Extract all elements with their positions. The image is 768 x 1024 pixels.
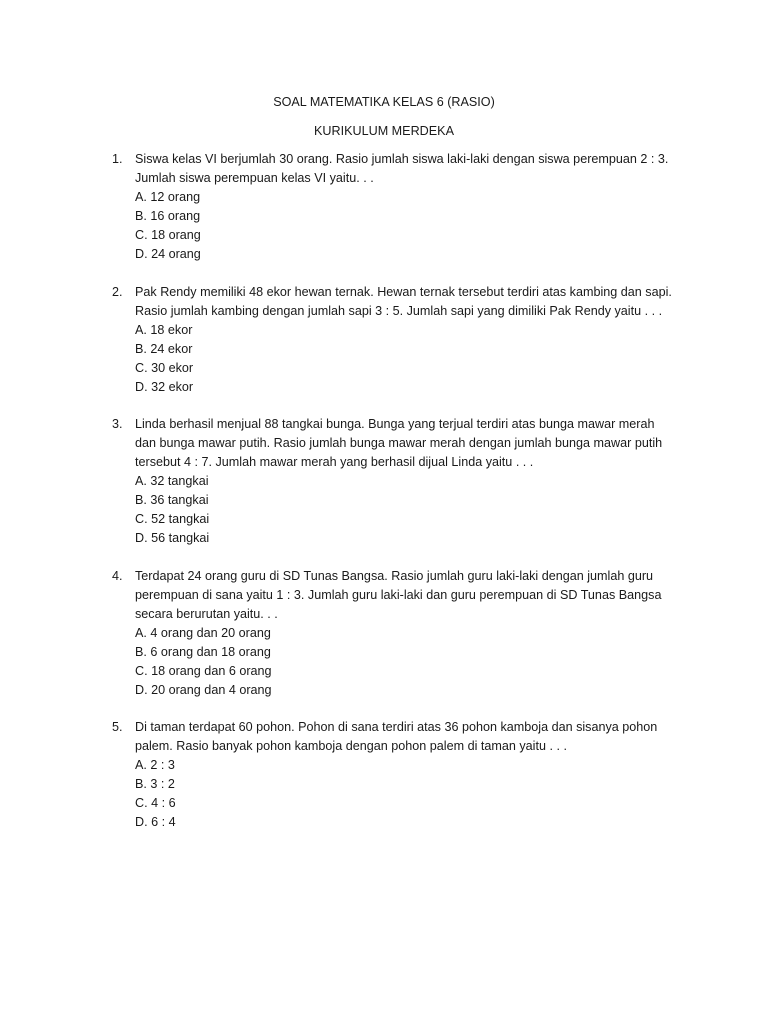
answer-options: [135, 321, 680, 397]
question-text: Di taman terdapat 60 pohon. Pohon di sana terdiri atas 36 pohon kamboja dan sisanya pohon palem. Rasio banyak pohon kamboja dengan pohon palem di taman yaitu . . .: [135, 720, 658, 753]
answer-option: C. 52 tangkai: [135, 512, 210, 526]
question-item: [0, 567, 768, 700]
answer-option: B. 24 ekor: [135, 341, 193, 356]
question-item: [0, 150, 768, 264]
question-number: 2.: [112, 284, 123, 299]
answer-option: A. 12 orang: [135, 190, 201, 204]
answer-option: A. 32 tangkai: [135, 474, 209, 488]
question-item: [0, 718, 768, 832]
answer-option: D. 20 orang dan 4 orang: [135, 682, 272, 697]
question-item: [0, 283, 768, 397]
answer-option: B. 3 : 2: [135, 777, 175, 791]
answer-option: D. 32 ekor: [135, 379, 194, 394]
answer-option: B. 6 orang dan 18 orang: [135, 644, 271, 659]
question-text: Linda berhasil menjual 88 tangkai bunga. Bunga yang terjual terdiri atas bunga mawar merah dan bunga mawar putih. Rasio jumlah bunga mawar merah dengan jumlah bunga mawar putih tersebut 4 : 7. Jumlah mawar merah yang berhasil dijual Linda yaitu . . .: [135, 417, 663, 469]
answer-options: [135, 472, 680, 548]
question-number: 4.: [112, 568, 123, 583]
answer-option: B. 36 tangkai: [135, 493, 209, 507]
answer-option: D. 56 tangkai: [135, 531, 210, 545]
answer-option: D. 24 orang: [135, 247, 201, 261]
answer-options: [135, 188, 680, 264]
answer-option: C. 4 : 6: [135, 796, 176, 810]
document-subtitle: KURIKULUM MERDEKA: [314, 124, 454, 138]
answer-option: C. 30 ekor: [135, 360, 194, 375]
answer-option: A. 2 : 3: [135, 758, 175, 772]
question-item: [0, 415, 768, 548]
answer-option: C. 18 orang: [135, 228, 201, 242]
question-number: 1.: [112, 152, 123, 166]
question-text: Pak Rendy memiliki 48 ekor hewan ternak. Hewan ternak tersebut terdiri atas kambing dan sapi. Rasio jumlah kambing dengan jumlah sapi 3 : 5. Jumlah sapi yang dimiliki Pak Rendy yaitu . . .: [135, 284, 672, 318]
question-body: [135, 150, 680, 264]
answer-options: [135, 624, 680, 700]
question-body: [135, 415, 680, 548]
answer-option: D. 6 : 4: [135, 815, 176, 829]
question-number: 3.: [112, 417, 123, 431]
question-text: Siswa kelas VI berjumlah 30 orang. Rasio jumlah siswa laki-laki dengan siswa perempuan 2 : 3. Jumlah siswa perempuan kelas VI yaitu. . .: [135, 152, 669, 185]
question-list: [0, 150, 768, 851]
question-body: [135, 567, 680, 700]
document-title: SOAL MATEMATIKA KELAS 6 (RASIO): [273, 95, 495, 109]
answer-option: A. 4 orang dan 20 orang: [135, 625, 271, 640]
question-body: [135, 283, 680, 397]
answer-option: B. 16 orang: [135, 209, 201, 223]
answer-option: C. 18 orang dan 6 orang: [135, 663, 272, 678]
answer-option: A. 18 ekor: [135, 322, 193, 337]
question-body: [135, 718, 680, 832]
answer-options: [135, 756, 680, 832]
question-number: 5.: [112, 720, 123, 734]
question-text: Terdapat 24 orang guru di SD Tunas Bangsa. Rasio jumlah guru laki-laki dengan jumlah guru perempuan di sana yaitu 1 : 3. Jumlah guru laki-laki dan guru perempuan di SD Tunas Bangsa secara berurutan yaitu. . .: [135, 568, 662, 621]
